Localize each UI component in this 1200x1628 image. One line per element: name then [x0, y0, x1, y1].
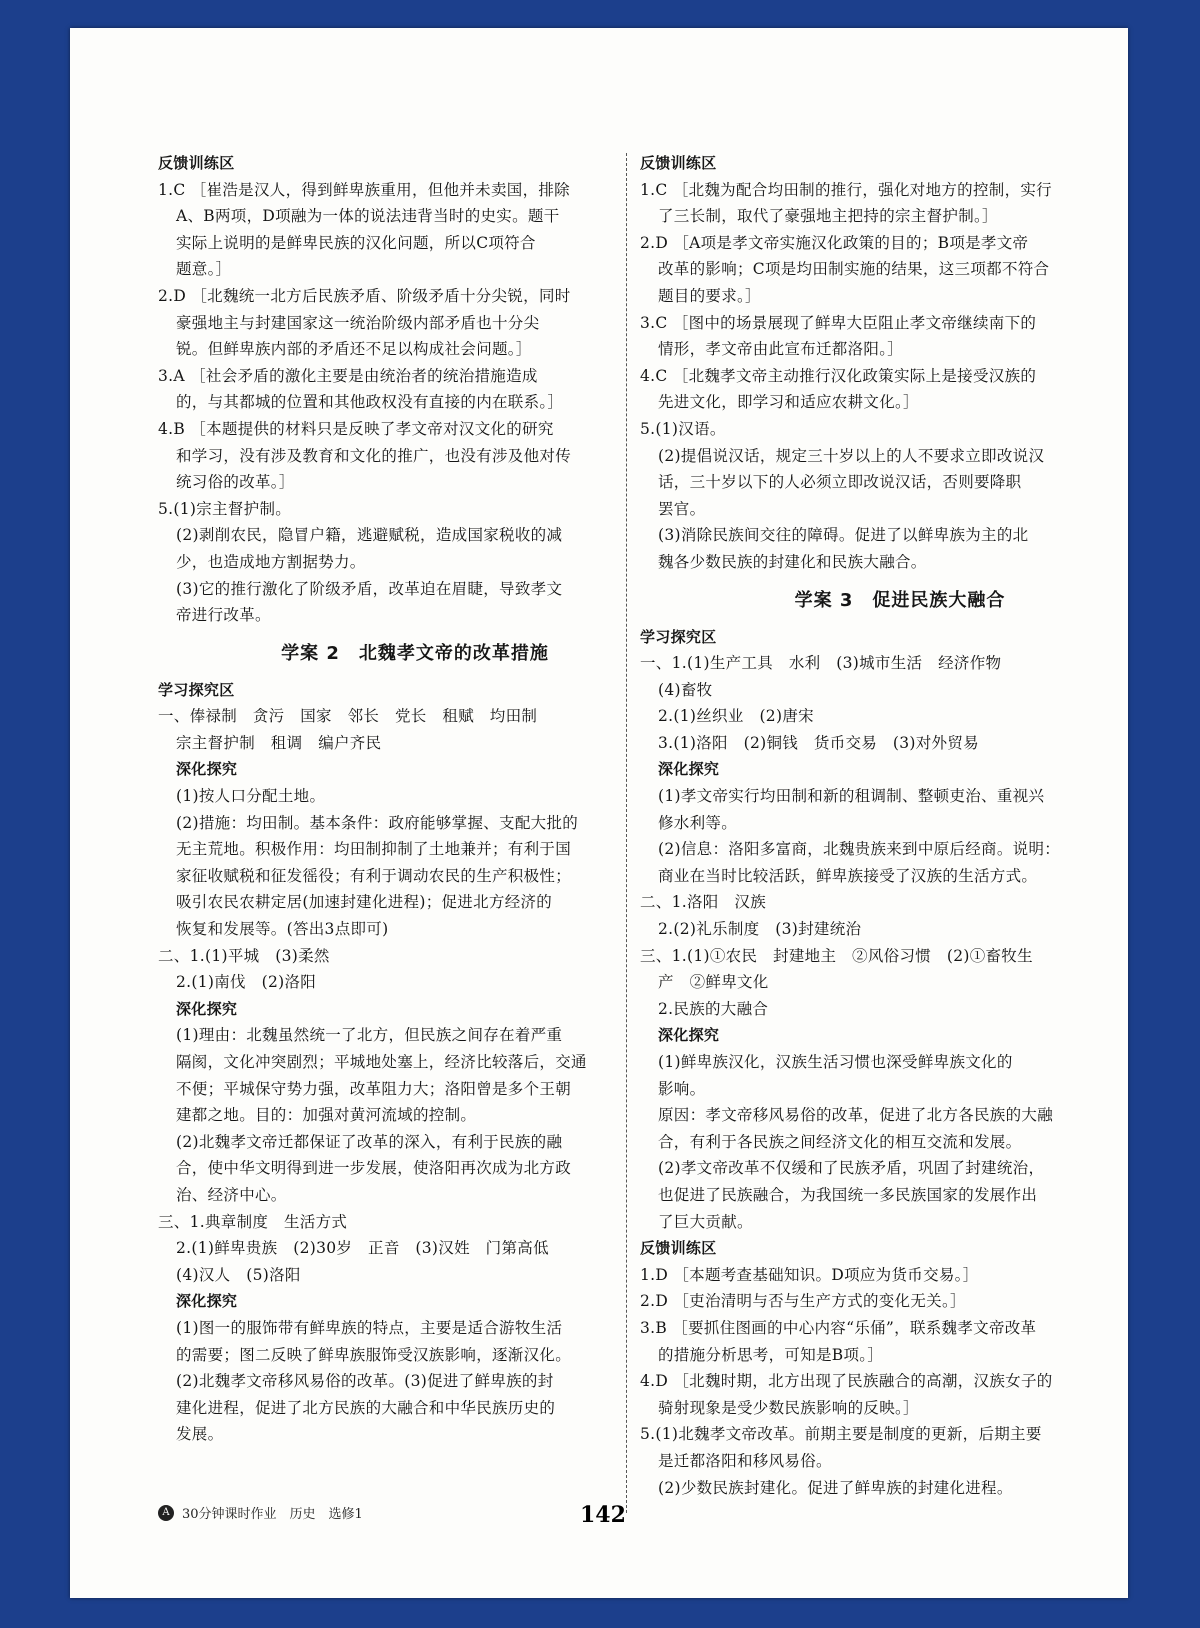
- answer-line: 改革的影响；C项是均田制实施的结果，这三项都不符合: [658, 260, 1050, 279]
- answer-line: (2)北魏孝文帝迁都保证了改革的深入，有利于民族的融: [176, 1132, 563, 1151]
- page-number: 142: [580, 1502, 626, 1528]
- subsection-heading: 深化探究: [658, 1026, 720, 1045]
- answer-line: 5.(1)北魏孝文帝改革。前期主要是制度的更新，后期主要: [640, 1425, 1042, 1444]
- answer-line: 不便；平城保守势力强，改革阻力大；洛阳曾是多个王朝: [176, 1079, 572, 1098]
- answer-line: 发展。: [176, 1425, 224, 1444]
- answer-line: 2.D ［吏治清明与否与生产方式的变化无关。］: [640, 1292, 966, 1311]
- answer-line: (2)孝文帝改革不仅缓和了民族矛盾，巩固了封建统治，: [658, 1159, 1045, 1178]
- answer-line: 锐。但鲜卑族内部的矛盾还不足以构成社会问题。］: [176, 340, 532, 359]
- answer-line: 修水利等。: [658, 813, 738, 832]
- answer-line: 4.D ［北魏时期，北方出现了民族融合的高潮，汉族女子的: [640, 1372, 1053, 1391]
- section-heading: 反馈训练区: [158, 154, 235, 172]
- answer-line: 题意。］: [176, 260, 232, 279]
- answer-line: 2.D ［北魏统一北方后民族矛盾、阶级矛盾十分尖锐，同时: [158, 286, 571, 305]
- answer-line: 少，也造成地方割据势力。: [176, 552, 366, 571]
- section-heading: 反馈训练区: [640, 1239, 717, 1258]
- answer-line: 3.A ［社会矛盾的激化主要是由统治者的统治措施造成: [158, 366, 538, 385]
- answer-line: 影响。: [658, 1079, 706, 1098]
- answer-line: (1)按人口分配土地。: [176, 787, 326, 806]
- subsection-heading: 深化探究: [176, 999, 238, 1018]
- answer-line: 2.(1)丝织业 (2)唐宋: [658, 707, 814, 726]
- answer-line: (2)提倡说汉话，规定三十岁以上的人不要求立即改说汉: [658, 446, 1045, 465]
- answer-line: 也促进了民族融合，为我国统一多民族国家的发展作出: [658, 1185, 1038, 1204]
- answer-line: 1.D ［本题考查基础知识。D项应为货币交易。］: [640, 1265, 979, 1284]
- page-footer: [158, 1503, 363, 1522]
- answer-line: (3)它的推行激化了阶级矛盾，改革迫在眉睫，导致孝文: [176, 579, 563, 598]
- answer-line: 5.(1)汉语。: [640, 419, 726, 438]
- answer-line: 三、1.典章制度 生活方式: [158, 1212, 348, 1231]
- answer-line: 二、1.(1)平城 (3)柔然: [158, 946, 330, 965]
- answer-line: 5.(1)宗主督护制。: [158, 499, 292, 518]
- answer-line: (2)北魏孝文帝移风易俗的改革。(3)促进了鲜卑族的封: [176, 1372, 554, 1391]
- answer-line: 宗主督护制 租调 编户齐民: [176, 733, 382, 752]
- answer-line: (1)理由：北魏虽然统一了北方，但民族之间存在着严重: [176, 1026, 563, 1045]
- answer-line: 2.(1)鲜卑贵族 (2)30岁 正音 (3)汉姓 门第高低: [176, 1239, 549, 1258]
- answer-line: 2.D ［A项是孝文帝实施汉化政策的目的；B项是孝文帝: [640, 233, 1029, 252]
- answer-line: (1)孝文帝实行均田制和新的租调制、整顿吏治、重视兴: [658, 787, 1045, 806]
- answer-line: 的措施分析思考，可知是B项。］: [658, 1345, 884, 1364]
- answer-line: 1.C ［北魏为配合均田制的推行，强化对地方的控制，实行: [640, 180, 1052, 199]
- answer-line: 题目的要求。］: [658, 286, 761, 305]
- answer-line: (1)鲜卑族汉化，汉族生活习惯也深受鲜卑族文化的: [658, 1053, 1013, 1071]
- answer-line: 建化进程，促进了北方民族的大融合和中华民族历史的: [176, 1398, 556, 1417]
- answer-line: (2)少数民族封建化。促进了鲜卑族的封建化进程。: [658, 1478, 1013, 1497]
- section-title: 学案 3 促进民族大融合: [794, 589, 1006, 611]
- right-column: [640, 150, 1160, 1501]
- answer-line: 原因：孝文帝移风易俗的改革，促进了北方各民族的大融: [658, 1106, 1054, 1125]
- answer-line: (3)消除民族间交往的障碍。促进了以鲜卑族为主的北: [658, 526, 1029, 545]
- answer-line: (4)汉人 (5)洛阳: [176, 1265, 301, 1284]
- section-title: 学案 2 北魏孝文帝的改革措施: [281, 642, 549, 664]
- answer-line: 魏各少数民族的封建化和民族大融合。: [658, 552, 927, 571]
- answer-line: 2.民族的大融合: [658, 999, 769, 1018]
- answer-line: 家征收赋税和征发徭役；有利于调动农民的生产积极性；: [176, 866, 572, 885]
- subsection-heading: 深化探究: [176, 1292, 238, 1311]
- answer-line: 合，使中华文明得到进一步发展，使洛阳再次成为北方政: [176, 1159, 572, 1178]
- answer-line: 骑射现象是受少数民族影响的反映。］: [658, 1398, 919, 1417]
- answer-line: 产 ②鲜卑文化: [658, 973, 769, 992]
- publisher-logo-icon: A: [158, 1505, 174, 1521]
- subsection-heading: 深化探究: [658, 760, 720, 779]
- left-column: [158, 150, 672, 1448]
- answer-line: 2.(2)礼乐制度 (3)封建统治: [658, 920, 862, 939]
- answer-line: (4)畜牧: [658, 680, 713, 699]
- answer-line: 1.C ［崔浩是汉人，得到鲜卑族重用，但他并未卖国，排除: [158, 180, 570, 199]
- answer-line: 建都之地。目的：加强对黄河流域的控制。: [176, 1106, 477, 1125]
- answer-line: 实际上说明的是鲜卑民族的汉化问题，所以C项符合: [176, 233, 536, 252]
- answer-line: (2)信息：洛阳多富商，北魏贵族来到中原后经商。说明：: [658, 840, 1061, 859]
- answer-line: 先进文化，即学习和适应农耕文化。］: [658, 393, 919, 412]
- subsection-heading: 深化探究: [176, 760, 238, 779]
- answer-line: A、B两项，D项融为一体的说法违背当时的史实。题干: [176, 207, 560, 226]
- answer-line: 3.C ［图中的场景展现了鲜卑大臣阻止孝文帝继续南下的: [640, 313, 1037, 332]
- answer-line: 和学习，没有涉及教育和文化的推广，也没有涉及他对传: [176, 446, 572, 465]
- answer-line: 商业在当时比较活跃，鲜卑族接受了汉族的生活方式。: [658, 866, 1038, 885]
- answer-line: 2.(1)南伐 (2)洛阳: [176, 973, 317, 992]
- section-heading: 反馈训练区: [640, 154, 717, 172]
- book-title: 30分钟课时作业 历史 选修1: [182, 1507, 363, 1522]
- answer-line: 4.C ［北魏孝文帝主动推行汉化政策实际上是接受汉族的: [640, 366, 1037, 385]
- answer-line: 恢复和发展等。(答出3点即可): [176, 920, 389, 939]
- section-heading: 学习探究区: [158, 680, 235, 699]
- answer-line: 话，三十岁以下的人必须立即改说汉话，否则要降职: [658, 473, 1022, 492]
- answer-line: 一、俸禄制 贪污 国家 邻长 党长 租赋 均田制: [158, 707, 538, 726]
- answer-line: 了巨大贡献。: [658, 1212, 753, 1231]
- answer-line: (2)措施：均田制。基本条件：政府能够掌握、支配大批的: [176, 813, 579, 832]
- section-heading: 学习探究区: [640, 627, 717, 646]
- answer-line: 的需要；图二反映了鲜卑族服饰受汉族影响，逐渐汉化。: [176, 1345, 572, 1364]
- answer-line: 隔阂，文化冲突剧烈；平城地处塞上，经济比较落后，交通: [176, 1053, 587, 1071]
- answer-line: 4.B ［本题提供的材料只是反映了孝文帝对汉文化的研究: [158, 419, 554, 438]
- answer-line: 是迁都洛阳和移风易俗。: [658, 1451, 832, 1470]
- answer-line: 合，有利于各民族之间经济文化的相互交流和发展。: [658, 1132, 1022, 1151]
- answer-line: (2)剥削农民，隐冒户籍，逃避赋税，造成国家税收的减: [176, 526, 563, 545]
- answer-line: 无主荒地。积极作用：均田制抑制了土地兼并；有利于国: [176, 840, 572, 859]
- answer-line: 3.B ［要抓住图画的中心内容“乐俑”，联系魏孝文帝改革: [640, 1318, 1037, 1337]
- answer-line: (1)图一的服饰带有鲜卑族的特点，主要是适合游牧生活: [176, 1318, 563, 1337]
- answer-line: 统习俗的改革。］: [176, 473, 295, 492]
- answer-line: 吸引农民农耕定居(加速封建化进程)；促进北方经济的: [176, 893, 553, 912]
- answer-line: 治、经济中心。: [176, 1185, 287, 1204]
- answer-line: 帝进行改革。: [176, 606, 271, 625]
- answer-line: 一、1.(1)生产工具 水利 (3)城市生活 经济作物: [640, 654, 1002, 673]
- document-page: [70, 28, 1128, 1598]
- answer-line: 了三长制，取代了豪强地主把持的宗主督护制。］: [658, 207, 998, 226]
- answer-line: 3.(1)洛阳 (2)铜钱 货币交易 (3)对外贸易: [658, 733, 979, 752]
- answer-line: 豪强地主与封建国家这一统治阶级内部矛盾也十分尖: [176, 313, 540, 332]
- answer-line: 罢官。: [658, 499, 706, 518]
- answer-line: 二、1.洛阳 汉族: [640, 893, 766, 912]
- answer-line: 情形，孝文帝由此宣布迁都洛阳。］: [658, 340, 904, 359]
- answer-line: 的，与其都城的位置和其他政权没有直接的内在联系。］: [176, 393, 564, 412]
- answer-line: 三、1.(1)①农民 封建地主 ②风俗习惯 (2)①畜牧生: [640, 946, 1033, 965]
